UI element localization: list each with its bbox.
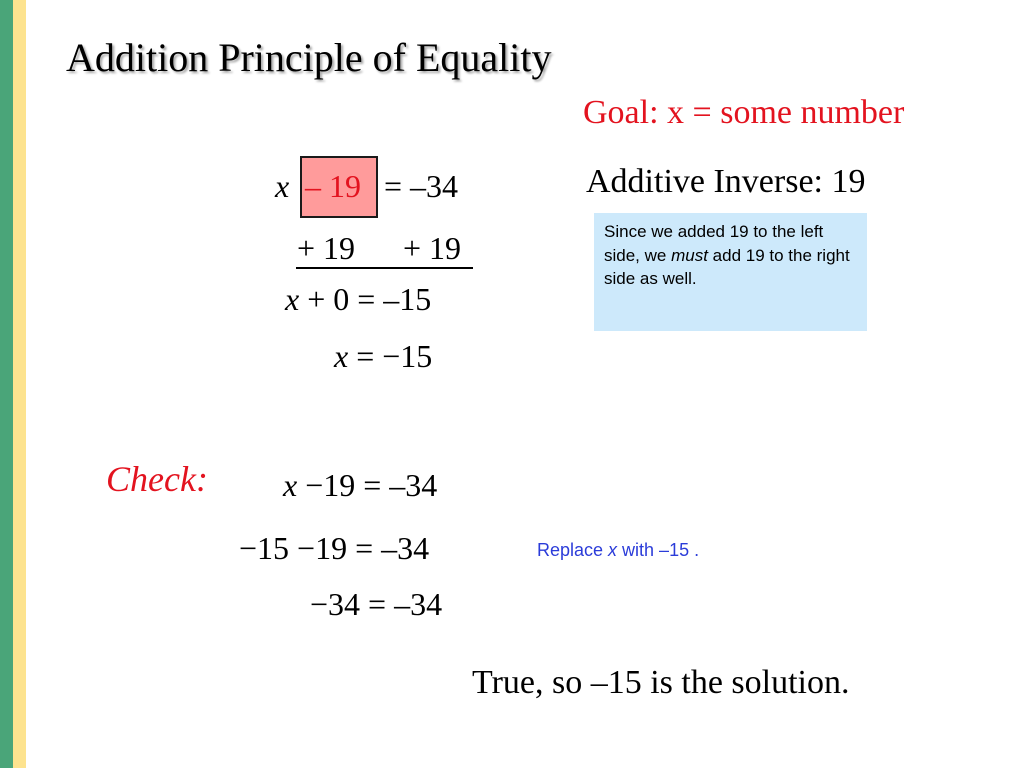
- equation-step1-variable: [275, 168, 289, 205]
- sum-line: [296, 267, 473, 269]
- note-text-part1: Since we added 19 to the left side, we: [604, 222, 824, 265]
- check-line3: −34 = –34: [310, 586, 443, 622]
- check-line2: −15 −19 = –34: [239, 530, 430, 566]
- check-line1-rest: −19 = –34: [297, 467, 438, 503]
- variable-x: x: [334, 338, 349, 374]
- replace-hint-before: Replace: [537, 540, 609, 560]
- variable-x: x: [285, 281, 300, 317]
- conclusion-text: True, so –15 is the solution.: [472, 664, 850, 701]
- equation-step2-right: + 19: [403, 230, 462, 266]
- replace-hint: [537, 540, 699, 561]
- replace-hint-after: with –15 .: [617, 540, 700, 560]
- equation-step4-rest: = −15: [348, 338, 433, 374]
- equation-step4-result: [334, 338, 432, 375]
- variable-x: x: [275, 168, 290, 204]
- equation-step1-highlighted-term: – 19: [305, 168, 361, 204]
- explanation-note: [594, 213, 867, 331]
- equation-step3-rest: + 0 = –15: [299, 281, 432, 317]
- equation-step1-rhs: = –34: [384, 168, 459, 204]
- replace-hint-variable: x: [608, 540, 618, 560]
- additive-inverse-text: Additive Inverse: 19: [586, 163, 866, 200]
- check-label: Check:: [106, 459, 208, 499]
- check-line1: [283, 467, 437, 504]
- left-accent-stripe-yellow: [13, 0, 26, 768]
- equation-step2-left: + 19: [297, 230, 356, 266]
- goal-text: Goal: x = some number: [583, 94, 905, 131]
- slide-title: Addition Principle of Equality: [66, 35, 552, 80]
- note-emphasis: must: [671, 245, 708, 265]
- variable-x: x: [283, 467, 298, 503]
- note-text-part2: add 19 to the right side as well.: [604, 245, 850, 288]
- equation-step3: [285, 281, 431, 318]
- left-accent-stripe-green: [0, 0, 13, 768]
